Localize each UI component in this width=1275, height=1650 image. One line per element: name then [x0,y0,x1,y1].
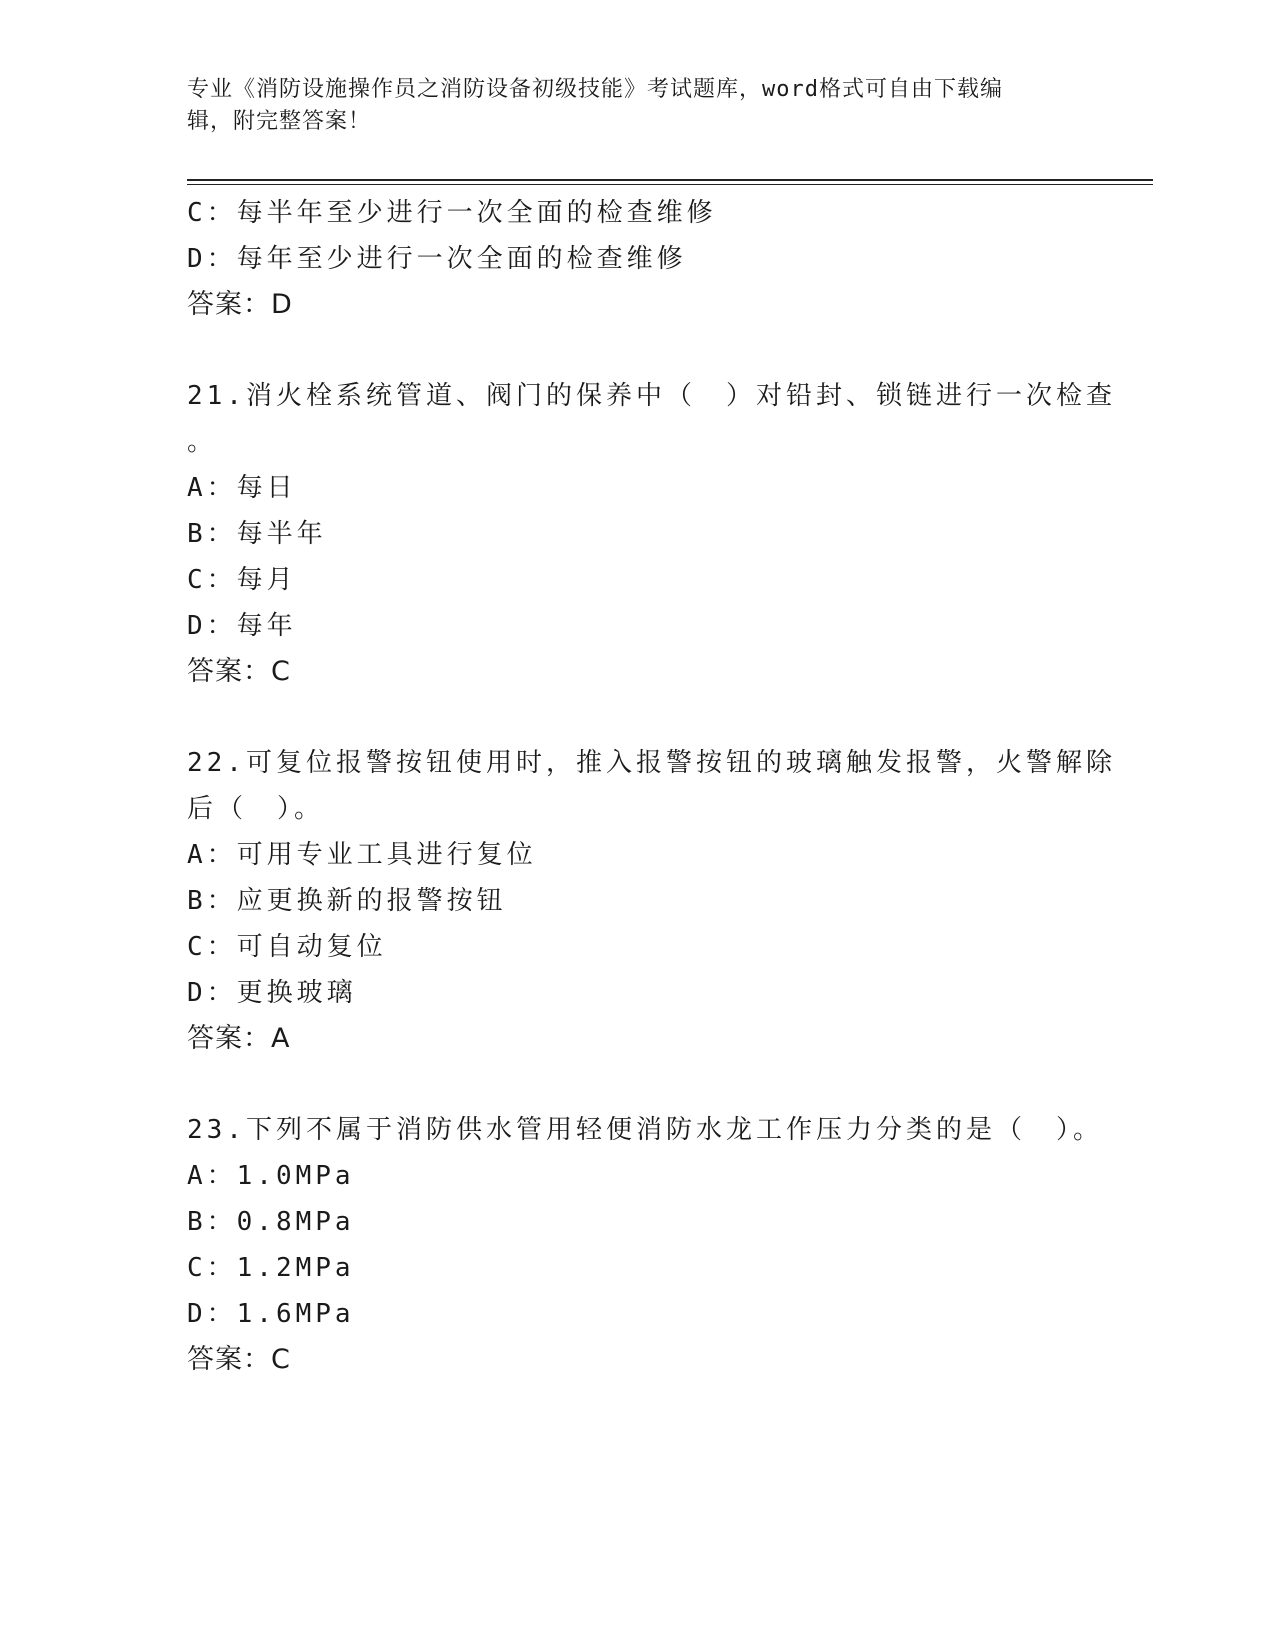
question-text: 21.消火栓系统管道、阀门的保养中（ ）对铅封、锁链进行一次检查 [187,381,1116,411]
question-text: 22.可复位报警按钮使用时，推入报警按钮的玻璃触发报警，火警解除 [187,748,1116,778]
answer-line: 答案：A [187,1023,291,1054]
header-divider-thick [187,179,1153,181]
option-b: B：应更换新的报警按钮 [187,886,507,916]
answer-line: 答案：C [187,656,291,687]
option-a: A：每日 [187,473,297,503]
header-line-2: 辑，附完整答案！ [187,109,372,134]
header-divider-thin [187,184,1153,185]
question-23 [187,1107,1103,1383]
question-list [187,190,1116,1383]
spacer [187,695,1087,740]
option-d: D：更换玻璃 [187,978,357,1008]
answer-line: 答案：C [187,1344,291,1375]
option-c: C：每半年至少进行一次全面的检查维修 [187,198,717,228]
header-line-1: 专业《消防设施操作员之消防设备初级技能》考试题库，word格式可自由下载编 [187,77,1003,102]
document-header [187,74,1077,138]
option-c: C：1.2MPa [187,1253,355,1283]
answer-line: 答案：D [187,289,293,320]
previous-question-tail [187,190,1087,328]
option-a: A：可用专业工具进行复位 [187,840,537,870]
spacer [187,328,1087,373]
option-d: D：1.6MPa [187,1299,355,1329]
option-d: D：每年 [187,611,297,641]
option-d: D：每年至少进行一次全面的检查维修 [187,244,687,274]
option-b: B：每半年 [187,519,327,549]
question-text-continued: 后（ ）。 [187,794,325,824]
question-text-continued: 。 [187,427,218,457]
option-b: B：0.8MPa [187,1207,355,1237]
question-text: 23.下列不属于消防供水管用轻便消防水龙工作压力分类的是（ ）。 [187,1115,1103,1145]
question-22 [187,740,1116,1062]
spacer [187,1062,1087,1107]
option-c: C：可自动复位 [187,932,387,962]
option-a: A：1.0MPa [187,1161,355,1191]
question-21 [187,373,1116,695]
option-c: C：每月 [187,565,297,595]
